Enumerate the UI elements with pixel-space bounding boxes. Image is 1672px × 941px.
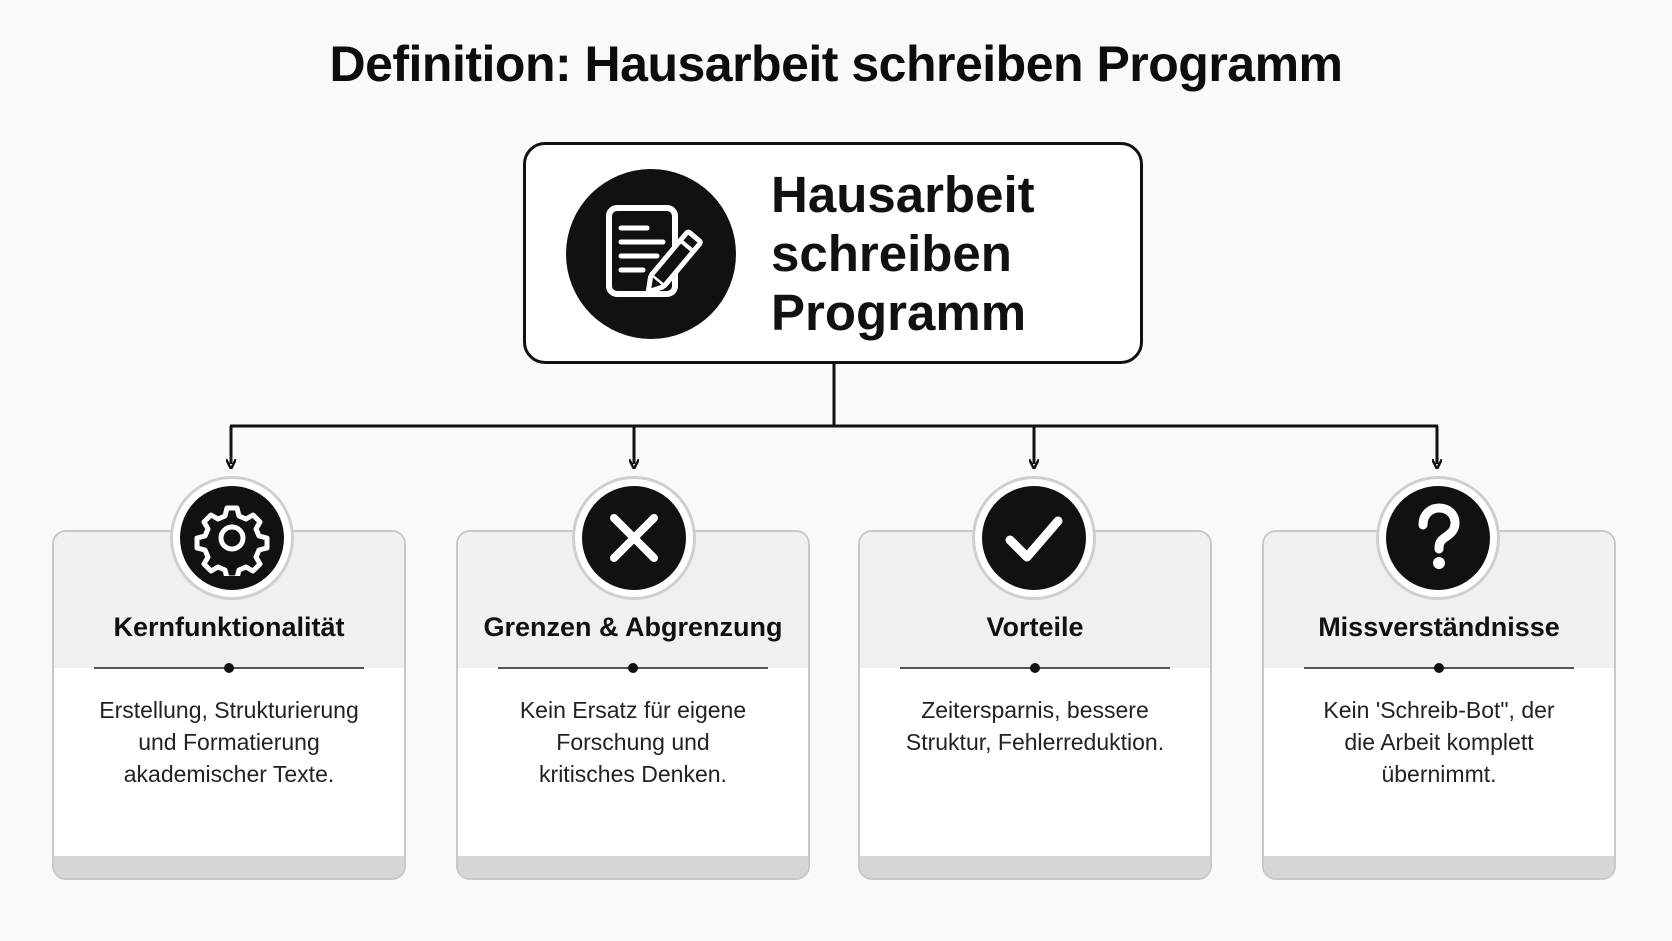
- card-text-line: Zeitersparnis, bessere: [921, 697, 1149, 723]
- card-text-line: Erstellung, Strukturierung: [99, 697, 359, 723]
- close-x-icon: [582, 486, 686, 590]
- card-title: Vorteile: [986, 612, 1084, 642]
- root-title-line: Programm: [771, 284, 1027, 341]
- card-description: [1290, 694, 1588, 790]
- root-title-line: schreiben: [771, 225, 1012, 282]
- gear-icon-badge: [170, 476, 294, 600]
- card-text-line: Kein 'Schreib-Bot", der: [1323, 697, 1555, 723]
- card-divider-dot: [628, 663, 638, 673]
- card-text-line: die Arbeit komplett: [1344, 729, 1534, 755]
- checkmark-icon-badge: [972, 476, 1096, 600]
- page-title: Definition: Hausarbeit schreiben Programm: [329, 36, 1343, 92]
- card-footer: [458, 856, 808, 878]
- card-text-line: Kein Ersatz für eigene: [519, 697, 747, 723]
- card-description: [886, 694, 1184, 758]
- card-title: Kernfunktionalität: [113, 612, 345, 642]
- card-description: [80, 694, 378, 790]
- card-text-line: übernimmt.: [1381, 761, 1497, 787]
- card-title: Grenzen & Abgrenzung: [483, 612, 783, 642]
- card-text-line: und Formatierung: [138, 729, 320, 755]
- card-divider-dot: [224, 663, 234, 673]
- close-x-icon-badge: [572, 476, 696, 600]
- card-text-line: Forschung und: [556, 729, 710, 755]
- document-pencil-icon: [566, 169, 736, 339]
- card-divider-dot: [1434, 663, 1444, 673]
- card-footer: [860, 856, 1210, 878]
- card-footer: [1264, 856, 1614, 878]
- card-description: [484, 694, 782, 790]
- checkmark-icon: [982, 486, 1086, 590]
- root-title: [771, 165, 1131, 342]
- root-node: [523, 142, 1143, 364]
- question-mark-icon: [1386, 486, 1490, 590]
- card-text-line: kritisches Denken.: [539, 761, 727, 787]
- card-text-line: akademischer Texte.: [123, 761, 335, 787]
- question-mark-icon-badge: [1376, 476, 1500, 600]
- card-footer: [54, 856, 404, 878]
- card-divider-dot: [1030, 663, 1040, 673]
- root-title-line: Hausarbeit: [771, 166, 1035, 223]
- card-text-line: Struktur, Fehlerreduktion.: [905, 729, 1165, 755]
- card-title: Missverständnisse: [1318, 612, 1560, 642]
- gear-icon: [180, 486, 284, 590]
